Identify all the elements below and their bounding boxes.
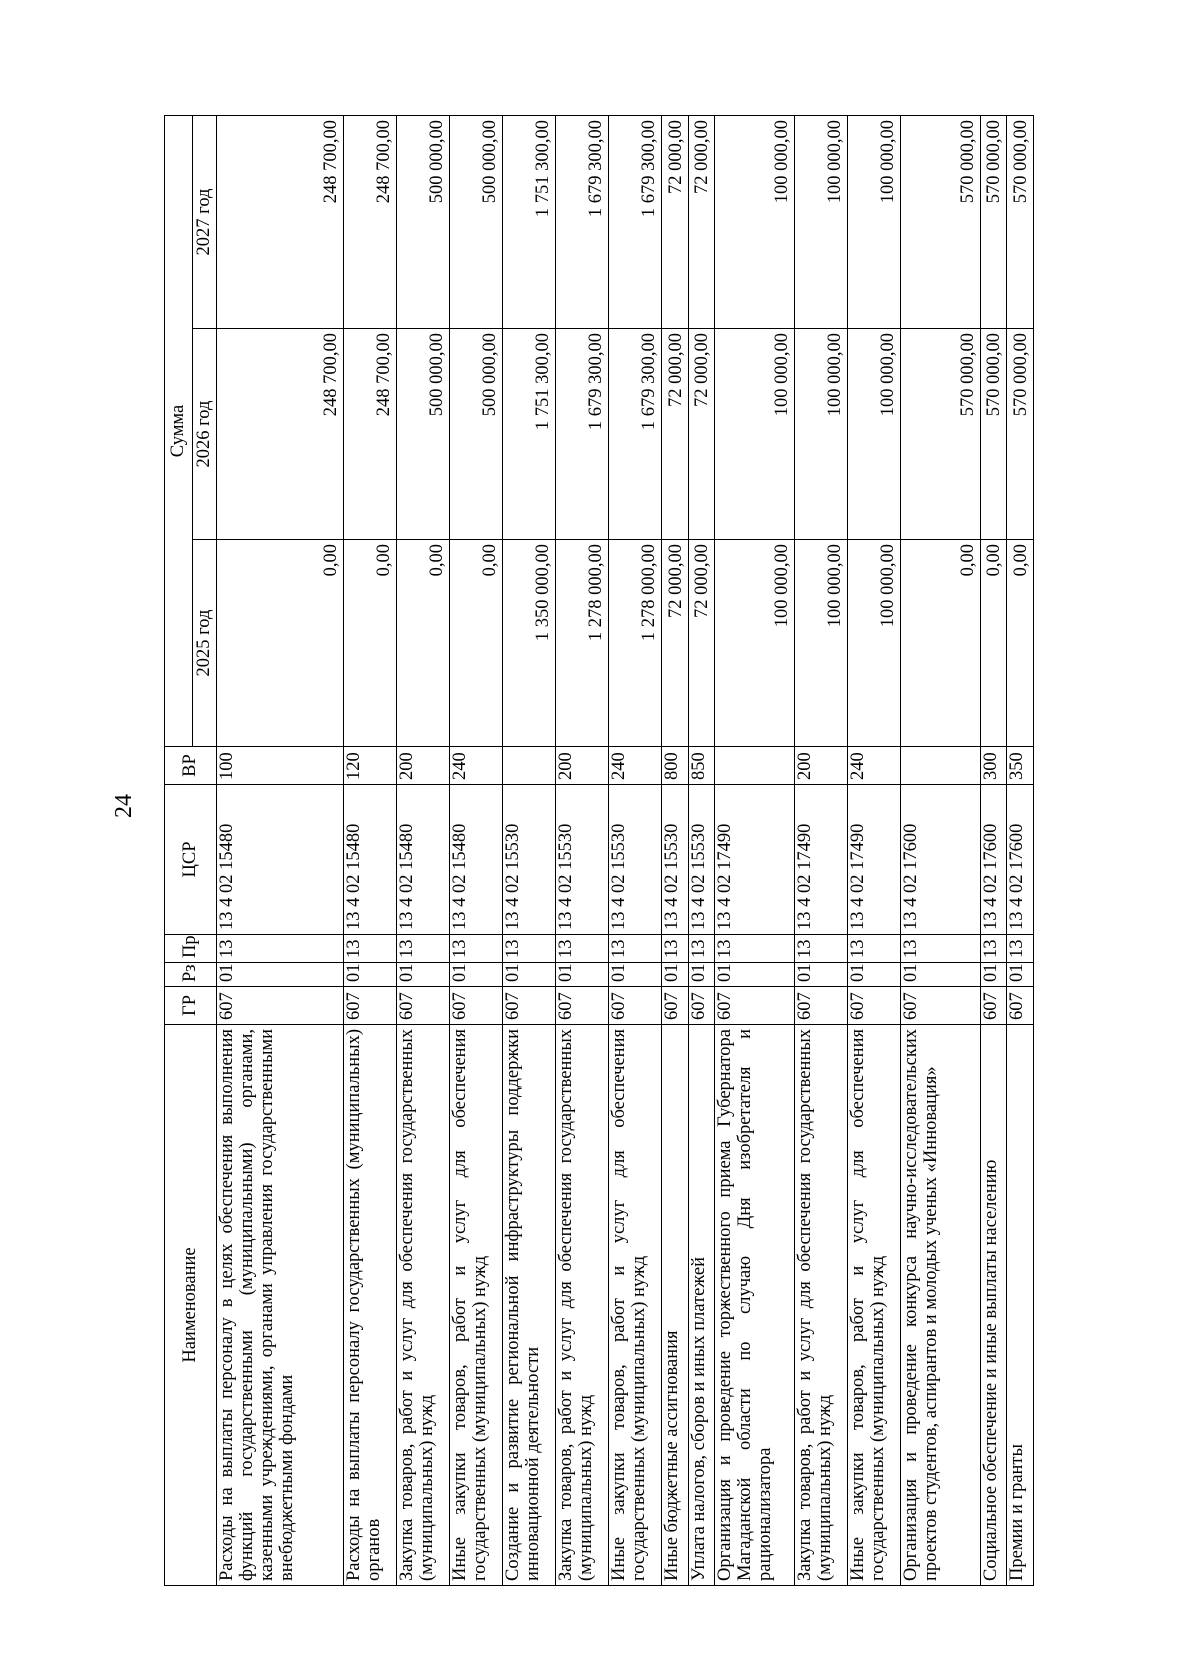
row-gr-cell: 607 xyxy=(556,987,609,1025)
row-2026-cell: 248 700,00 xyxy=(343,329,396,540)
row-name-cell: Социальное обеспечение и иные выплаты населению xyxy=(980,1025,1007,1586)
row-csr-cell: 13 4 02 15480 xyxy=(343,785,396,935)
row-pr-cell: 13 xyxy=(556,935,609,963)
row-gr-cell: 607 xyxy=(502,987,555,1025)
row-gr-cell: 607 xyxy=(794,987,847,1025)
row-vr-cell: 300 xyxy=(980,747,1007,785)
row-name-cell: Премии и гранты xyxy=(1007,1025,1034,1586)
table-row xyxy=(715,115,795,1585)
table-row xyxy=(662,115,689,1585)
row-gr-cell: 607 xyxy=(715,987,795,1025)
row-vr-cell: 100 xyxy=(217,747,344,785)
table-row xyxy=(396,115,449,1585)
row-name-cell: Иные закупки товаров, работ и услуг для обеспечения государственных (муниципальных) нужд xyxy=(609,1025,662,1586)
row-name-cell: Иные бюджетные ассигнования xyxy=(662,1025,689,1586)
row-csr-cell: 13 4 02 17490 xyxy=(794,785,847,935)
row-name-cell: Закупка товаров, работ и услуг для обеспечения государственных (муниципальных) нужд xyxy=(556,1025,609,1586)
table-row xyxy=(502,115,555,1585)
row-gr-cell: 607 xyxy=(217,987,344,1025)
row-rz-cell: 01 xyxy=(980,963,1007,987)
row-name-cell: Уплата налогов, сборов и иных платежей xyxy=(688,1025,715,1586)
row-csr-cell: 13 4 02 15480 xyxy=(396,785,449,935)
row-vr-cell: 240 xyxy=(609,747,662,785)
row-csr-cell: 13 4 02 17600 xyxy=(1007,785,1034,935)
row-csr-cell: 13 4 02 15480 xyxy=(449,785,502,935)
row-2027-cell: 570 000,00 xyxy=(1007,115,1034,328)
row-pr-cell: 13 xyxy=(662,935,689,963)
header-sum: Сумма xyxy=(165,115,193,746)
row-2026-cell: 100 000,00 xyxy=(794,329,847,540)
row-2026-cell: 570 000,00 xyxy=(901,329,981,540)
row-name-cell: Закупка товаров, работ и услуг для обеспечения государственных (муниципальных) нужд xyxy=(794,1025,847,1586)
table-row xyxy=(794,115,847,1585)
table-row xyxy=(980,115,1007,1585)
row-name-cell: Иные закупки товаров, работ и услуг для обеспечения государственных (муниципальных) нужд xyxy=(848,1025,901,1586)
table-row xyxy=(556,115,609,1585)
row-vr-cell: 240 xyxy=(449,747,502,785)
table-row xyxy=(1007,115,1034,1585)
row-2025-cell: 1 350 000,00 xyxy=(502,540,555,747)
row-gr-cell: 607 xyxy=(662,987,689,1025)
row-2025-cell: 1 278 000,00 xyxy=(556,540,609,747)
row-csr-cell: 13 4 02 15530 xyxy=(609,785,662,935)
budget-table xyxy=(164,115,1034,1586)
row-csr-cell: 13 4 02 15530 xyxy=(662,785,689,935)
row-vr-cell: 200 xyxy=(794,747,847,785)
row-vr-cell: 850 xyxy=(688,747,715,785)
row-2025-cell: 0,00 xyxy=(343,540,396,747)
row-2025-cell: 0,00 xyxy=(1007,540,1034,747)
row-2027-cell: 100 000,00 xyxy=(794,115,847,328)
row-name-cell: Расходы на выплаты персоналу государственных (муниципальных) органов xyxy=(343,1025,396,1586)
row-2027-cell: 570 000,00 xyxy=(980,115,1007,328)
row-2026-cell: 500 000,00 xyxy=(449,329,502,540)
row-pr-cell: 13 xyxy=(848,935,901,963)
row-vr-cell: 200 xyxy=(396,747,449,785)
header-2025: 2025 год xyxy=(193,540,217,747)
row-rz-cell: 01 xyxy=(848,963,901,987)
row-gr-cell: 607 xyxy=(343,987,396,1025)
row-rz-cell: 01 xyxy=(794,963,847,987)
row-csr-cell: 13 4 02 17490 xyxy=(715,785,795,935)
row-gr-cell: 607 xyxy=(688,987,715,1025)
row-2026-cell: 248 700,00 xyxy=(217,329,344,540)
row-2025-cell: 72 000,00 xyxy=(688,540,715,747)
row-pr-cell: 13 xyxy=(217,935,344,963)
row-2026-cell: 100 000,00 xyxy=(715,329,795,540)
row-csr-cell: 13 4 02 15480 xyxy=(217,785,344,935)
row-2025-cell: 0,00 xyxy=(980,540,1007,747)
header-rz: Рз xyxy=(165,963,217,987)
row-gr-cell: 607 xyxy=(449,987,502,1025)
row-pr-cell: 13 xyxy=(502,935,555,963)
row-2026-cell: 500 000,00 xyxy=(396,329,449,540)
row-vr-cell: 200 xyxy=(556,747,609,785)
row-2025-cell: 100 000,00 xyxy=(848,540,901,747)
row-csr-cell: 13 4 02 17600 xyxy=(980,785,1007,935)
row-2027-cell: 1 751 300,00 xyxy=(502,115,555,328)
row-vr-cell xyxy=(502,747,555,785)
row-rz-cell: 01 xyxy=(556,963,609,987)
table-row xyxy=(688,115,715,1585)
row-gr-cell: 607 xyxy=(396,987,449,1025)
row-2026-cell: 1 751 300,00 xyxy=(502,329,555,540)
row-2027-cell: 248 700,00 xyxy=(343,115,396,328)
row-vr-cell xyxy=(715,747,795,785)
row-2025-cell: 100 000,00 xyxy=(715,540,795,747)
row-2027-cell: 72 000,00 xyxy=(688,115,715,328)
row-2026-cell: 72 000,00 xyxy=(662,329,689,540)
row-name-cell: Создание и развитие региональной инфраструктуры поддержки инновационной деятельности xyxy=(502,1025,555,1586)
row-2026-cell: 100 000,00 xyxy=(848,329,901,540)
row-name-cell: Расходы на выплаты персоналу в целях обеспечения выполнения функций государственными (муниципальными) органами, казенными учреждениями, органами управления государственными внебюджетными фондами xyxy=(217,1025,344,1586)
row-vr-cell: 240 xyxy=(848,747,901,785)
rotated-table-container xyxy=(164,116,1034,1586)
row-pr-cell: 13 xyxy=(980,935,1007,963)
row-2026-cell: 570 000,00 xyxy=(1007,329,1034,540)
page-number: 24 xyxy=(111,794,137,818)
row-2025-cell: 1 278 000,00 xyxy=(609,540,662,747)
row-pr-cell: 13 xyxy=(343,935,396,963)
row-name-cell: Организация и проведение конкурса научно-исследовательских проектов студентов, аспирантов и молодых ученых «Инновация» xyxy=(901,1025,981,1586)
row-2025-cell: 0,00 xyxy=(217,540,344,747)
row-pr-cell: 13 xyxy=(1007,935,1034,963)
table-row xyxy=(343,115,396,1585)
row-rz-cell: 01 xyxy=(217,963,344,987)
row-rz-cell: 01 xyxy=(688,963,715,987)
row-gr-cell: 607 xyxy=(901,987,981,1025)
row-csr-cell: 13 4 02 15530 xyxy=(688,785,715,935)
row-2027-cell: 248 700,00 xyxy=(217,115,344,328)
row-gr-cell: 607 xyxy=(609,987,662,1025)
row-2027-cell: 1 679 300,00 xyxy=(609,115,662,328)
row-2027-cell: 1 679 300,00 xyxy=(556,115,609,328)
row-pr-cell: 13 xyxy=(901,935,981,963)
row-rz-cell: 01 xyxy=(343,963,396,987)
row-rz-cell: 01 xyxy=(502,963,555,987)
table-row xyxy=(848,115,901,1585)
table-body xyxy=(217,115,1034,1585)
row-csr-cell: 13 4 02 15530 xyxy=(502,785,555,935)
row-2026-cell: 570 000,00 xyxy=(980,329,1007,540)
row-vr-cell xyxy=(901,747,981,785)
row-2027-cell: 100 000,00 xyxy=(848,115,901,328)
row-name-cell: Иные закупки товаров, работ и услуг для обеспечения государственных (муниципальных) нужд xyxy=(449,1025,502,1586)
row-2027-cell: 100 000,00 xyxy=(715,115,795,328)
row-vr-cell: 350 xyxy=(1007,747,1034,785)
row-vr-cell: 120 xyxy=(343,747,396,785)
row-2027-cell: 570 000,00 xyxy=(901,115,981,328)
row-pr-cell: 13 xyxy=(609,935,662,963)
row-rz-cell: 01 xyxy=(1007,963,1034,987)
row-rz-cell: 01 xyxy=(662,963,689,987)
row-gr-cell: 607 xyxy=(848,987,901,1025)
row-pr-cell: 13 xyxy=(688,935,715,963)
row-pr-cell: 13 xyxy=(449,935,502,963)
table-row xyxy=(901,115,981,1585)
row-2025-cell: 100 000,00 xyxy=(794,540,847,747)
row-2025-cell: 0,00 xyxy=(396,540,449,747)
row-2026-cell: 72 000,00 xyxy=(688,329,715,540)
row-vr-cell: 800 xyxy=(662,747,689,785)
row-name-cell: Закупка товаров, работ и услуг для обеспечения государственных (муниципальных) нужд xyxy=(396,1025,449,1586)
row-2027-cell: 72 000,00 xyxy=(662,115,689,328)
row-pr-cell: 13 xyxy=(396,935,449,963)
row-csr-cell: 13 4 02 15530 xyxy=(556,785,609,935)
row-2027-cell: 500 000,00 xyxy=(449,115,502,328)
header-gr: ГР xyxy=(165,987,217,1025)
row-rz-cell: 01 xyxy=(715,963,795,987)
row-gr-cell: 607 xyxy=(1007,987,1034,1025)
row-rz-cell: 01 xyxy=(396,963,449,987)
row-2026-cell: 1 679 300,00 xyxy=(609,329,662,540)
row-pr-cell: 13 xyxy=(715,935,795,963)
row-rz-cell: 01 xyxy=(901,963,981,987)
row-name-cell: Организация и проведение торжественного приема Губернатора Магаданской области по случаю Дня изобретателя и рационализатора xyxy=(715,1025,795,1586)
header-2026: 2026 год xyxy=(193,329,217,540)
row-2025-cell: 0,00 xyxy=(449,540,502,747)
row-2027-cell: 500 000,00 xyxy=(396,115,449,328)
header-2027: 2027 год xyxy=(193,115,217,328)
row-rz-cell: 01 xyxy=(609,963,662,987)
table-row xyxy=(217,115,344,1585)
row-2025-cell: 0,00 xyxy=(901,540,981,747)
row-rz-cell: 01 xyxy=(449,963,502,987)
header-pr: Пр xyxy=(165,935,217,963)
header-csr: ЦСР xyxy=(165,785,217,935)
row-2026-cell: 1 679 300,00 xyxy=(556,329,609,540)
row-csr-cell: 13 4 02 17490 xyxy=(848,785,901,935)
header-name: Наименование xyxy=(165,1025,217,1586)
row-2025-cell: 72 000,00 xyxy=(662,540,689,747)
row-csr-cell: 13 4 02 17600 xyxy=(901,785,981,935)
row-gr-cell: 607 xyxy=(980,987,1007,1025)
table-row xyxy=(609,115,662,1585)
header-vr: ВР xyxy=(165,747,217,785)
row-pr-cell: 13 xyxy=(794,935,847,963)
table-row xyxy=(449,115,502,1585)
